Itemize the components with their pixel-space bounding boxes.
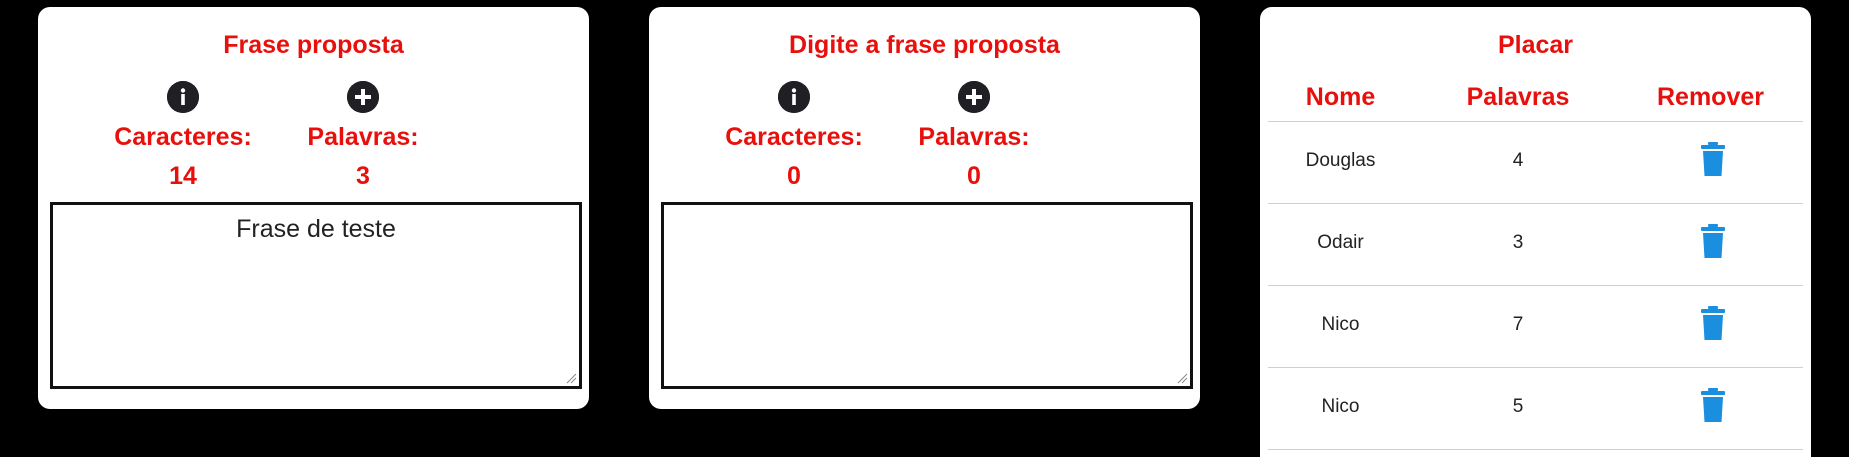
proposed-phrase-text: Frase de teste bbox=[236, 215, 396, 243]
row-words: 3 bbox=[1512, 232, 1524, 253]
characters-label: Caracteres: bbox=[725, 123, 863, 151]
info-icon bbox=[778, 81, 810, 113]
scoreboard-panel bbox=[1260, 7, 1811, 457]
characters-count: 0 bbox=[787, 162, 801, 190]
trash-icon[interactable] bbox=[1701, 388, 1725, 422]
header-palavras: Palavras bbox=[1466, 83, 1570, 111]
trash-icon[interactable] bbox=[1701, 142, 1725, 176]
header-nome: Nome bbox=[1305, 83, 1376, 111]
trash-icon[interactable] bbox=[1701, 306, 1725, 340]
trash-icon[interactable] bbox=[1701, 224, 1725, 258]
scoreboard-header bbox=[1268, 77, 1803, 122]
words-count: 0 bbox=[967, 162, 981, 190]
row-words: 5 bbox=[1512, 396, 1524, 417]
characters-label: Caracteres: bbox=[114, 123, 252, 151]
characters-stat bbox=[103, 81, 263, 191]
scoreboard-title: Placar bbox=[1497, 31, 1574, 59]
header-remover: Remover bbox=[1657, 83, 1764, 111]
characters-stat bbox=[714, 81, 874, 191]
proposed-phrase-panel bbox=[38, 7, 589, 409]
panel-title: Digite a frase proposta bbox=[789, 31, 1060, 59]
table-row bbox=[1268, 286, 1803, 368]
proposed-phrase-textarea[interactable] bbox=[50, 202, 582, 389]
table-row bbox=[1268, 122, 1803, 204]
table-row bbox=[1268, 368, 1803, 450]
plus-icon bbox=[347, 81, 379, 113]
words-count: 3 bbox=[356, 162, 370, 190]
plus-icon bbox=[958, 81, 990, 113]
info-icon bbox=[167, 81, 199, 113]
row-name: Odair bbox=[1317, 232, 1364, 253]
row-words: 7 bbox=[1512, 314, 1524, 335]
table-row bbox=[1268, 204, 1803, 286]
words-label: Palavras: bbox=[307, 123, 419, 151]
row-name: Douglas bbox=[1305, 150, 1376, 171]
words-stat bbox=[894, 81, 1054, 191]
resize-grip-icon[interactable] bbox=[1176, 372, 1188, 384]
resize-grip-icon[interactable] bbox=[565, 372, 577, 384]
characters-count: 14 bbox=[169, 162, 197, 190]
panel-title: Frase proposta bbox=[223, 31, 404, 59]
words-label: Palavras: bbox=[918, 123, 1030, 151]
row-words: 4 bbox=[1512, 150, 1524, 171]
row-name: Nico bbox=[1321, 314, 1360, 335]
type-phrase-textarea[interactable] bbox=[661, 202, 1193, 389]
type-phrase-panel bbox=[649, 7, 1200, 409]
words-stat bbox=[283, 81, 443, 191]
row-name: Nico bbox=[1321, 396, 1360, 417]
